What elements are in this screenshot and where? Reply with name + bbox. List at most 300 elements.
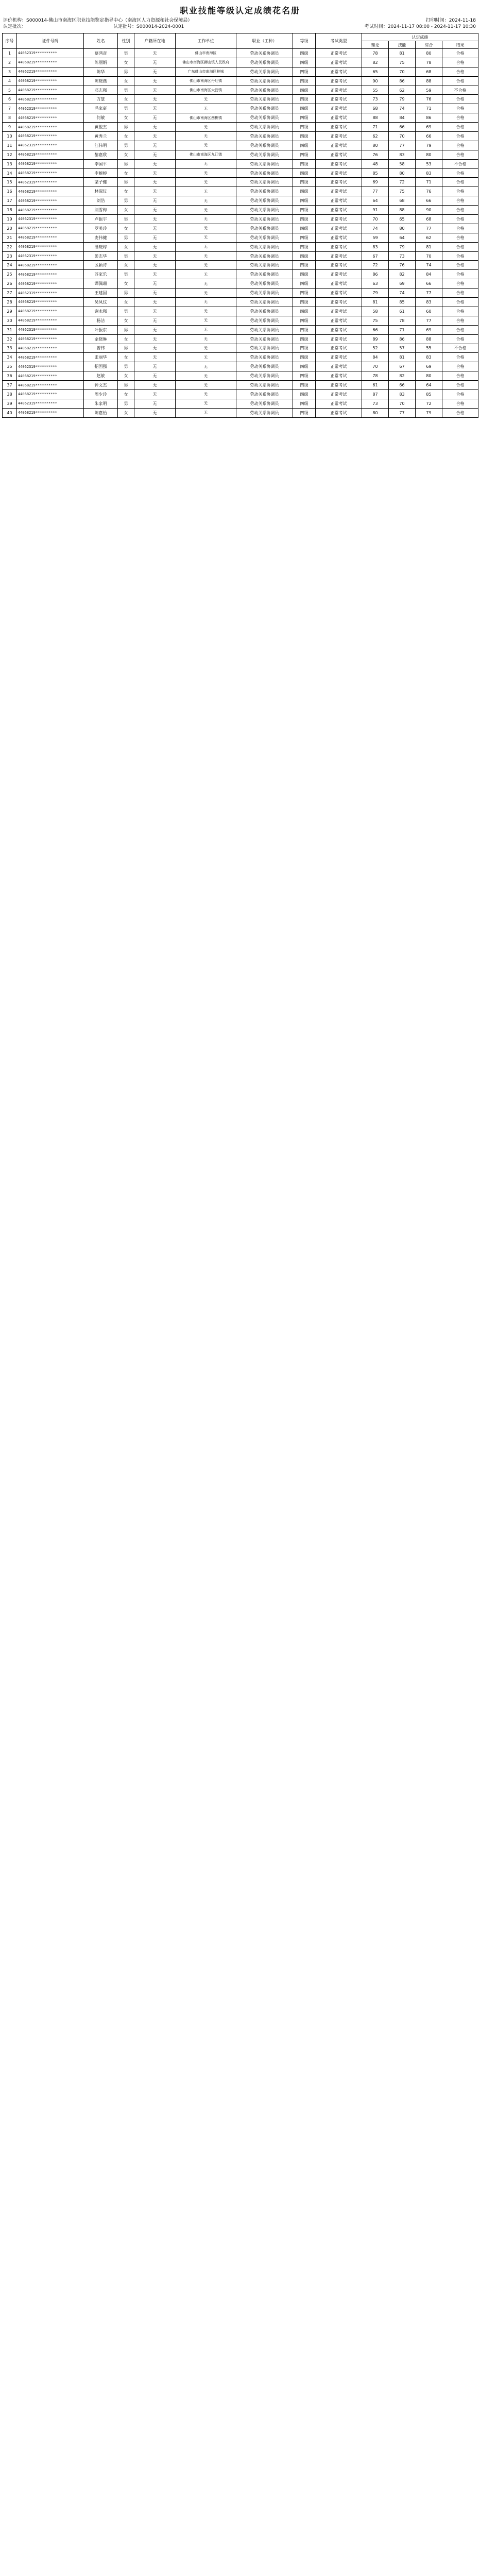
- cell-id-no: 44062319**********: [17, 141, 84, 150]
- cell-name: 李国平: [84, 159, 118, 168]
- cell-id-no: 44068219**********: [17, 242, 84, 251]
- cell-total: 72: [416, 399, 442, 408]
- table-row: [3, 113, 478, 123]
- cell-seq: 22: [3, 242, 17, 251]
- cell-total: 69: [416, 325, 442, 334]
- cell-name: 曾伟: [84, 344, 118, 353]
- cell-total: 71: [416, 104, 442, 113]
- cell-id-no: 44068219**********: [17, 132, 84, 141]
- cell-unit: 无: [176, 95, 236, 104]
- cell-origin: 无: [134, 224, 176, 233]
- cell-seq: 14: [3, 168, 17, 178]
- cell-theory: 64: [362, 196, 389, 206]
- table-row: [3, 141, 478, 150]
- cell-skill: 70: [389, 67, 416, 76]
- cell-skill: 81: [389, 353, 416, 362]
- page-title: 职业技能等级认定成绩花名册: [179, 6, 300, 15]
- cell-gender: 女: [118, 224, 134, 233]
- cell-name: 彭志华: [84, 251, 118, 261]
- cell-gender: 女: [118, 389, 134, 399]
- table-header: [3, 33, 478, 49]
- cell-occupation: 劳动关系协调员: [236, 187, 293, 196]
- cell-exam-type: 正常考试: [316, 344, 362, 353]
- table-row: [3, 344, 478, 353]
- cell-name: 江伟明: [84, 141, 118, 150]
- cell-skill: 70: [389, 399, 416, 408]
- cell-exam-type: 正常考试: [316, 215, 362, 224]
- cell-level: 四级: [293, 123, 316, 132]
- cell-total: 88: [416, 334, 442, 344]
- cell-skill: 70: [389, 132, 416, 141]
- cell-id-no: 44068219**********: [17, 389, 84, 399]
- cell-level: 四级: [293, 150, 316, 159]
- cell-skill: 73: [389, 251, 416, 261]
- cell-id-no: 44068219**********: [17, 298, 84, 307]
- cell-origin: 无: [134, 104, 176, 113]
- cell-gender: 男: [118, 141, 134, 150]
- table-row: [3, 251, 478, 261]
- cell-seq: 37: [3, 381, 17, 390]
- cell-occupation: 劳动关系协调员: [236, 113, 293, 123]
- cell-skill: 68: [389, 196, 416, 206]
- cell-unit: 佛山市南海区狮山镇人民政府: [176, 58, 236, 67]
- cell-id-no: 44068219**********: [17, 224, 84, 233]
- cell-level: 四级: [293, 325, 316, 334]
- cell-origin: 无: [134, 86, 176, 95]
- cell-exam-type: 正常考试: [316, 298, 362, 307]
- cell-level: 四级: [293, 141, 316, 150]
- cell-gender: 女: [118, 95, 134, 104]
- cell-name: 罗美玲: [84, 224, 118, 233]
- cell-name: 赵敏: [84, 371, 118, 381]
- cell-name: 招国强: [84, 362, 118, 371]
- cell-result: 合格: [442, 279, 478, 289]
- cell-seq: 7: [3, 104, 17, 113]
- cell-total: 71: [416, 178, 442, 187]
- col-level: 等级: [293, 33, 316, 49]
- cell-unit: 无: [176, 132, 236, 141]
- cell-gender: 女: [118, 113, 134, 123]
- cell-theory: 79: [362, 289, 389, 298]
- cell-occupation: 劳动关系协调员: [236, 86, 293, 95]
- cell-gender: 男: [118, 399, 134, 408]
- cell-level: 四级: [293, 381, 316, 390]
- cell-gender: 男: [118, 307, 134, 316]
- cell-exam-type: 正常考试: [316, 270, 362, 279]
- cell-occupation: 劳动关系协调员: [236, 168, 293, 178]
- cell-skill: 81: [389, 49, 416, 58]
- cell-unit: 无: [176, 233, 236, 242]
- cell-unit: 无: [176, 187, 236, 196]
- cell-theory: 59: [362, 233, 389, 242]
- cell-unit: 无: [176, 206, 236, 215]
- cell-unit: 佛山市南海区西樵镇: [176, 113, 236, 123]
- cell-level: 四级: [293, 261, 316, 270]
- cell-origin: 无: [134, 353, 176, 362]
- cell-level: 四级: [293, 233, 316, 242]
- cell-level: 四级: [293, 159, 316, 168]
- cell-level: 四级: [293, 307, 316, 316]
- cell-seq: 3: [3, 67, 17, 76]
- cell-result: 合格: [442, 123, 478, 132]
- cell-seq: 15: [3, 178, 17, 187]
- cell-origin: 无: [134, 150, 176, 159]
- cell-result: 合格: [442, 399, 478, 408]
- cell-name: 刘浩: [84, 196, 118, 206]
- cell-occupation: 劳动关系协调员: [236, 123, 293, 132]
- cell-result: 合格: [442, 362, 478, 371]
- cell-occupation: 劳动关系协调员: [236, 289, 293, 298]
- cell-name: 潘晓婷: [84, 242, 118, 251]
- col-result: 结果: [442, 41, 478, 49]
- cell-level: 四级: [293, 344, 316, 353]
- cell-occupation: 劳动关系协调员: [236, 58, 293, 67]
- table-row: [3, 362, 478, 371]
- cell-occupation: 劳动关系协调员: [236, 389, 293, 399]
- cell-occupation: 劳动关系协调员: [236, 344, 293, 353]
- cell-seq: 1: [3, 49, 17, 58]
- cell-exam-type: 正常考试: [316, 141, 362, 150]
- cell-id-no: 44068219**********: [17, 270, 84, 279]
- cell-gender: 女: [118, 242, 134, 251]
- cell-theory: 72: [362, 261, 389, 270]
- cell-exam-type: 正常考试: [316, 353, 362, 362]
- cell-gender: 女: [118, 76, 134, 86]
- table-row: [3, 159, 478, 168]
- cell-origin: 无: [134, 113, 176, 123]
- cell-theory: 73: [362, 95, 389, 104]
- cell-seq: 29: [3, 307, 17, 316]
- cell-unit: 无: [176, 381, 236, 390]
- cell-name: 黄秀兰: [84, 132, 118, 141]
- cell-occupation: 劳动关系协调员: [236, 362, 293, 371]
- cell-exam-type: 正常考试: [316, 132, 362, 141]
- cell-total: 68: [416, 67, 442, 76]
- col-skill: 技能: [389, 41, 416, 49]
- cell-origin: 无: [134, 141, 176, 150]
- cell-exam-type: 正常考试: [316, 381, 362, 390]
- cell-occupation: 劳动关系协调员: [236, 141, 293, 150]
- cell-origin: 无: [134, 289, 176, 298]
- cell-origin: 无: [134, 168, 176, 178]
- cell-occupation: 劳动关系协调员: [236, 298, 293, 307]
- cell-seq: 5: [3, 86, 17, 95]
- table-row: [3, 307, 478, 316]
- cell-skill: 86: [389, 334, 416, 344]
- cell-theory: 91: [362, 206, 389, 215]
- cell-seq: 10: [3, 132, 17, 141]
- cell-gender: 男: [118, 215, 134, 224]
- cell-skill: 77: [389, 141, 416, 150]
- cell-seq: 20: [3, 224, 17, 233]
- cell-total: 68: [416, 215, 442, 224]
- cell-gender: 男: [118, 344, 134, 353]
- cell-result: 合格: [442, 307, 478, 316]
- table-row: [3, 289, 478, 298]
- table-row: [3, 67, 478, 76]
- cell-unit: 无: [176, 123, 236, 132]
- cell-result: 合格: [442, 242, 478, 251]
- cell-skill: 65: [389, 215, 416, 224]
- cell-occupation: 劳动关系协调员: [236, 279, 293, 289]
- cell-exam-type: 正常考试: [316, 334, 362, 344]
- cell-occupation: 劳动关系协调员: [236, 334, 293, 344]
- cell-id-no: 44068219**********: [17, 279, 84, 289]
- cell-id-no: 44068219**********: [17, 76, 84, 86]
- cell-unit: 无: [176, 408, 236, 417]
- cell-skill: 61: [389, 307, 416, 316]
- cell-total: 66: [416, 132, 442, 141]
- cell-total: 83: [416, 353, 442, 362]
- cell-theory: 75: [362, 316, 389, 325]
- cell-total: 84: [416, 270, 442, 279]
- cell-name: 麦伟健: [84, 233, 118, 242]
- cell-seq: 16: [3, 187, 17, 196]
- table-row: [3, 168, 478, 178]
- cell-level: 四级: [293, 187, 316, 196]
- cell-exam-type: 正常考试: [316, 104, 362, 113]
- cell-unit: 无: [176, 334, 236, 344]
- cell-unit: 无: [176, 298, 236, 307]
- cell-origin: 无: [134, 67, 176, 76]
- cell-exam-type: 正常考试: [316, 251, 362, 261]
- cell-theory: 61: [362, 381, 389, 390]
- cell-result: 合格: [442, 371, 478, 381]
- cell-theory: 84: [362, 353, 389, 362]
- cell-id-no: 44068219**********: [17, 95, 84, 104]
- cell-exam-type: 正常考试: [316, 289, 362, 298]
- cell-unit: 无: [176, 168, 236, 178]
- table-row: [3, 49, 478, 58]
- table-row: [3, 86, 478, 95]
- cell-seq: 17: [3, 196, 17, 206]
- cell-occupation: 劳动关系协调员: [236, 95, 293, 104]
- cell-theory: 71: [362, 123, 389, 132]
- cell-id-no: 44062319**********: [17, 362, 84, 371]
- cell-occupation: 劳动关系协调员: [236, 399, 293, 408]
- cell-origin: 无: [134, 215, 176, 224]
- cell-total: 77: [416, 224, 442, 233]
- cell-unit: 无: [176, 261, 236, 270]
- cell-name: 叶振东: [84, 325, 118, 334]
- cell-theory: 48: [362, 159, 389, 168]
- col-theory: 理论: [362, 41, 389, 49]
- cell-name: 陈晓燕: [84, 76, 118, 86]
- print-time: [426, 18, 476, 24]
- cell-exam-type: 正常考试: [316, 113, 362, 123]
- cell-skill: 69: [389, 279, 416, 289]
- cell-origin: 无: [134, 187, 176, 196]
- cell-exam-type: 正常考试: [316, 408, 362, 417]
- table-row: [3, 242, 478, 251]
- cell-level: 四级: [293, 371, 316, 381]
- cell-origin: 无: [134, 95, 176, 104]
- cell-id-no: 44068219**********: [17, 196, 84, 206]
- cell-gender: 男: [118, 196, 134, 206]
- cell-origin: 无: [134, 270, 176, 279]
- cell-occupation: 劳动关系协调员: [236, 206, 293, 215]
- cell-seq: 12: [3, 150, 17, 159]
- cell-origin: 无: [134, 344, 176, 353]
- table-row: [3, 270, 478, 279]
- cell-id-no: 44068219**********: [17, 334, 84, 344]
- cell-origin: 无: [134, 279, 176, 289]
- cell-unit: 无: [176, 289, 236, 298]
- cell-result: 合格: [442, 104, 478, 113]
- cell-result: 合格: [442, 381, 478, 390]
- cell-unit: 无: [176, 159, 236, 168]
- cell-name: 方慧: [84, 95, 118, 104]
- cell-result: 合格: [442, 389, 478, 399]
- cell-seq: 30: [3, 316, 17, 325]
- cell-seq: 39: [3, 399, 17, 408]
- cell-unit: 无: [176, 270, 236, 279]
- cell-id-no: 44068219**********: [17, 371, 84, 381]
- cell-skill: 83: [389, 389, 416, 399]
- cell-origin: 无: [134, 399, 176, 408]
- table-row: [3, 371, 478, 381]
- cell-exam-type: 正常考试: [316, 371, 362, 381]
- cell-result: 合格: [442, 270, 478, 279]
- table-row: [3, 233, 478, 242]
- cell-name: 梁子健: [84, 178, 118, 187]
- cell-exam-type: 正常考试: [316, 86, 362, 95]
- cell-total: 78: [416, 58, 442, 67]
- cell-occupation: 劳动关系协调员: [236, 408, 293, 417]
- cell-result: 合格: [442, 334, 478, 344]
- cell-total: 70: [416, 251, 442, 261]
- cell-origin: 无: [134, 408, 176, 417]
- cell-level: 四级: [293, 251, 316, 261]
- table-row: [3, 123, 478, 132]
- table-row: [3, 104, 478, 113]
- cell-total: 77: [416, 289, 442, 298]
- table-row: [3, 408, 478, 417]
- cell-result: 合格: [442, 67, 478, 76]
- cell-seq: 38: [3, 389, 17, 399]
- cell-theory: 67: [362, 251, 389, 261]
- cell-exam-type: 正常考试: [316, 159, 362, 168]
- col-id-no: 证件号码: [17, 33, 84, 49]
- cell-unit: 无: [176, 325, 236, 334]
- cell-id-no: 44068219**********: [17, 113, 84, 123]
- cell-total: 79: [416, 408, 442, 417]
- table-row: [3, 187, 478, 196]
- cell-total: 85: [416, 389, 442, 399]
- cell-theory: 83: [362, 242, 389, 251]
- cell-id-no: 44062319**********: [17, 251, 84, 261]
- cell-level: 四级: [293, 408, 316, 417]
- cell-origin: 无: [134, 196, 176, 206]
- cell-result: 不合格: [442, 344, 478, 353]
- cell-gender: 男: [118, 178, 134, 187]
- cell-gender: 女: [118, 132, 134, 141]
- cell-occupation: 劳动关系协调员: [236, 251, 293, 261]
- cell-total: 81: [416, 242, 442, 251]
- cell-gender: 女: [118, 58, 134, 67]
- cell-skill: 79: [389, 242, 416, 251]
- cell-exam-type: 正常考试: [316, 76, 362, 86]
- cell-id-no: 44062219**********: [17, 67, 84, 76]
- cell-total: 69: [416, 123, 442, 132]
- cell-occupation: 劳动关系协调员: [236, 150, 293, 159]
- cell-theory: 62: [362, 132, 389, 141]
- cell-skill: 64: [389, 233, 416, 242]
- cell-occupation: 劳动关系协调员: [236, 224, 293, 233]
- cell-occupation: 劳动关系协调员: [236, 371, 293, 381]
- cell-occupation: 劳动关系协调员: [236, 381, 293, 390]
- cell-level: 四级: [293, 49, 316, 58]
- doc-no-label: 认定批号：: [113, 24, 137, 29]
- cell-skill: 86: [389, 76, 416, 86]
- cell-skill: 75: [389, 58, 416, 67]
- cell-level: 四级: [293, 289, 316, 298]
- cell-theory: 58: [362, 307, 389, 316]
- cell-theory: 88: [362, 113, 389, 123]
- cell-occupation: 劳动关系协调员: [236, 196, 293, 206]
- cell-unit: 佛山市南海区丹灶镇: [176, 76, 236, 86]
- cell-skill: 77: [389, 408, 416, 417]
- cell-exam-type: 正常考试: [316, 67, 362, 76]
- cell-origin: 无: [134, 316, 176, 325]
- cell-level: 四级: [293, 316, 316, 325]
- col-seq: 序号: [3, 33, 17, 49]
- cell-level: 四级: [293, 298, 316, 307]
- cell-seq: 4: [3, 76, 17, 86]
- cell-level: 四级: [293, 67, 316, 76]
- cell-theory: 73: [362, 399, 389, 408]
- cell-id-no: 44068219**********: [17, 261, 84, 270]
- cell-result: 不合格: [442, 86, 478, 95]
- table-row: [3, 58, 478, 67]
- cell-occupation: 劳动关系协调员: [236, 132, 293, 141]
- cell-unit: 无: [176, 399, 236, 408]
- cell-id-no: 44068219**********: [17, 86, 84, 95]
- cell-id-no: 44068219**********: [17, 316, 84, 325]
- cell-total: 66: [416, 196, 442, 206]
- cell-total: 86: [416, 113, 442, 123]
- cell-seq: 2: [3, 58, 17, 67]
- cell-gender: 男: [118, 325, 134, 334]
- table-body: [3, 49, 478, 418]
- table-row: [3, 215, 478, 224]
- cell-result: 合格: [442, 49, 478, 58]
- table-row: [3, 353, 478, 362]
- cell-theory: 80: [362, 408, 389, 417]
- cell-skill: 78: [389, 316, 416, 325]
- cell-origin: 无: [134, 389, 176, 399]
- cell-origin: 无: [134, 325, 176, 334]
- cell-name: 蔡鸿彦: [84, 49, 118, 58]
- cell-id-no: 44068219**********: [17, 353, 84, 362]
- cell-theory: 68: [362, 104, 389, 113]
- cell-result: 合格: [442, 196, 478, 206]
- cell-level: 四级: [293, 389, 316, 399]
- cell-unit: 佛山市南海区九江镇: [176, 150, 236, 159]
- cell-result: 合格: [442, 132, 478, 141]
- cell-occupation: 劳动关系协调员: [236, 233, 293, 242]
- cell-gender: 男: [118, 362, 134, 371]
- cell-exam-type: 正常考试: [316, 316, 362, 325]
- cell-gender: 男: [118, 86, 134, 95]
- cell-seq: 21: [3, 233, 17, 242]
- cell-name: 陈华: [84, 67, 118, 76]
- cell-name: 李婉婷: [84, 168, 118, 178]
- cell-theory: 86: [362, 270, 389, 279]
- cell-exam-type: 正常考试: [316, 279, 362, 289]
- cell-theory: 81: [362, 298, 389, 307]
- col-score-group: 认定成绩: [362, 33, 478, 41]
